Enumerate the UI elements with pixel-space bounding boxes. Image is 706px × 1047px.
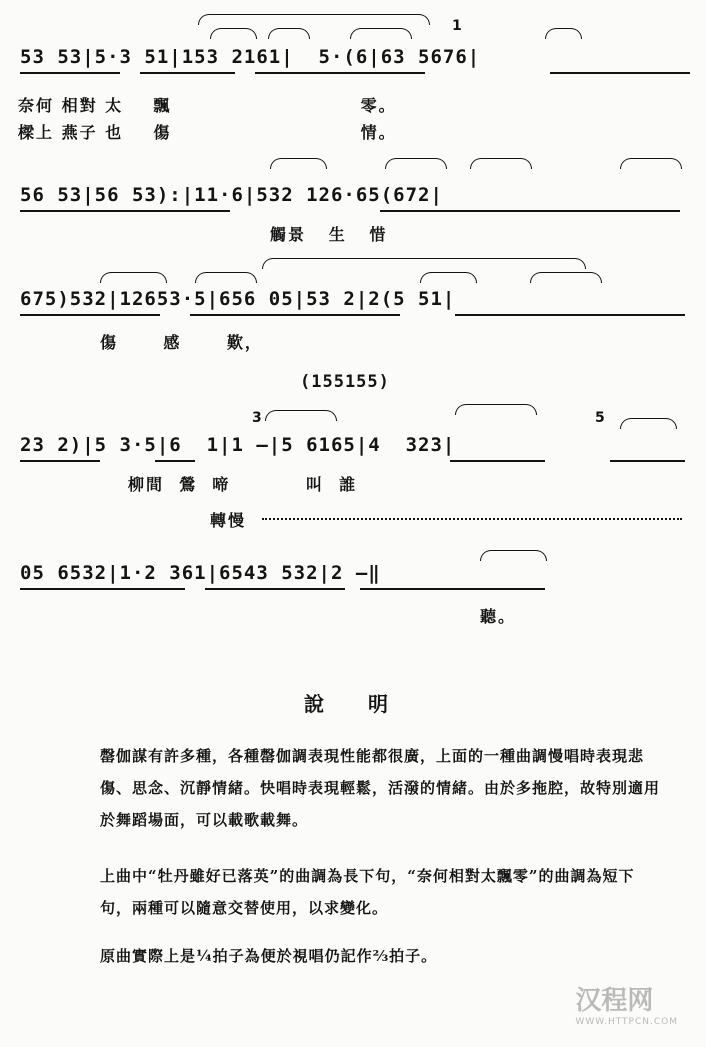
grace-note: 3	[252, 410, 262, 426]
underline	[20, 210, 230, 212]
slur	[265, 410, 337, 421]
lyrics-line-1b: 樑上 燕子 也 傷 情。	[18, 123, 397, 142]
lyrics-line-2: 觸景 生 惜	[270, 225, 388, 244]
slur	[210, 28, 257, 39]
underline	[20, 314, 160, 316]
underline	[450, 460, 545, 462]
slur	[100, 272, 167, 283]
lyrics-line-4: 柳間 鶯 啼 叫 誰	[128, 475, 358, 494]
underline	[155, 460, 195, 462]
notes-line-1: 53 53|5·3 51|153 2161| 5·(6|63 5676|	[20, 46, 481, 68]
underline	[140, 72, 235, 74]
slur	[620, 418, 677, 429]
underline	[360, 588, 545, 590]
slur	[262, 258, 586, 269]
paragraph-1: 罄伽謀有許多種，各種罄伽調表現性能都很廣，上面的一種曲調慢唱時表現悲傷、思念、沉靜情緒。快唱時表現輕鬆，活潑的情緒。由於多拖腔，故特別適用於舞蹈場面，可以載歌載舞。	[100, 747, 661, 829]
lyrics-line-1a: 奈何 相對 太 飄 零。	[18, 96, 397, 115]
slur	[530, 272, 602, 283]
slur	[195, 272, 257, 283]
underline	[205, 588, 345, 590]
notes-line-3: 675)532|12653·5|656 05|53 2|2(5 51|	[20, 288, 456, 310]
lyrics-line-3: 傷 感 歎，	[100, 333, 263, 352]
lyrics-line-5: 聽。	[480, 607, 517, 626]
watermark-text: 汉程网	[575, 986, 654, 1016]
ornament-paren: (155155)	[300, 372, 390, 392]
slur	[198, 14, 430, 25]
slur	[545, 28, 582, 39]
section-mark: 1	[452, 18, 462, 34]
section-title: 說明	[304, 692, 432, 716]
slur	[455, 404, 537, 415]
underline	[550, 72, 690, 74]
slur	[385, 158, 447, 169]
slur	[420, 272, 477, 283]
grace-note: 5	[595, 410, 605, 426]
tempo-dotted-line	[262, 518, 682, 520]
slur	[350, 28, 412, 39]
paragraph-2: 上曲中“牡丹雖好已落英”的曲調為長下句，“奈何相對太飄零”的曲調為短下句，兩種可以隨意交替使用，以求變化。	[100, 867, 635, 917]
underline	[20, 588, 185, 590]
underline	[20, 72, 120, 74]
slur	[620, 158, 682, 169]
underline	[610, 460, 685, 462]
underline	[20, 460, 100, 462]
notes-line-2: 56 53|56 53):|11·6|532 126·65(672|	[20, 184, 443, 206]
watermark	[575, 980, 678, 1027]
slur	[268, 28, 310, 39]
slur	[470, 158, 532, 169]
notes-line-5: 05 6532|1·2 361|6543 532|2 —‖	[20, 562, 381, 584]
tempo-mark: 轉慢	[210, 511, 247, 530]
underline	[190, 314, 400, 316]
slur	[270, 158, 327, 169]
underline	[255, 72, 425, 74]
slur	[480, 550, 547, 561]
notes-line-4: 23 2)|5 3·5|6 1|1 —|5 6165|4 323|	[20, 434, 456, 456]
underline	[455, 314, 685, 316]
watermark-url: WWW.HTTPCN.COM	[575, 1017, 678, 1027]
paragraph-3: 原曲實際上是¼拍子為便於視唱仍記作⅔拍子。	[100, 947, 438, 965]
underline	[380, 210, 680, 212]
